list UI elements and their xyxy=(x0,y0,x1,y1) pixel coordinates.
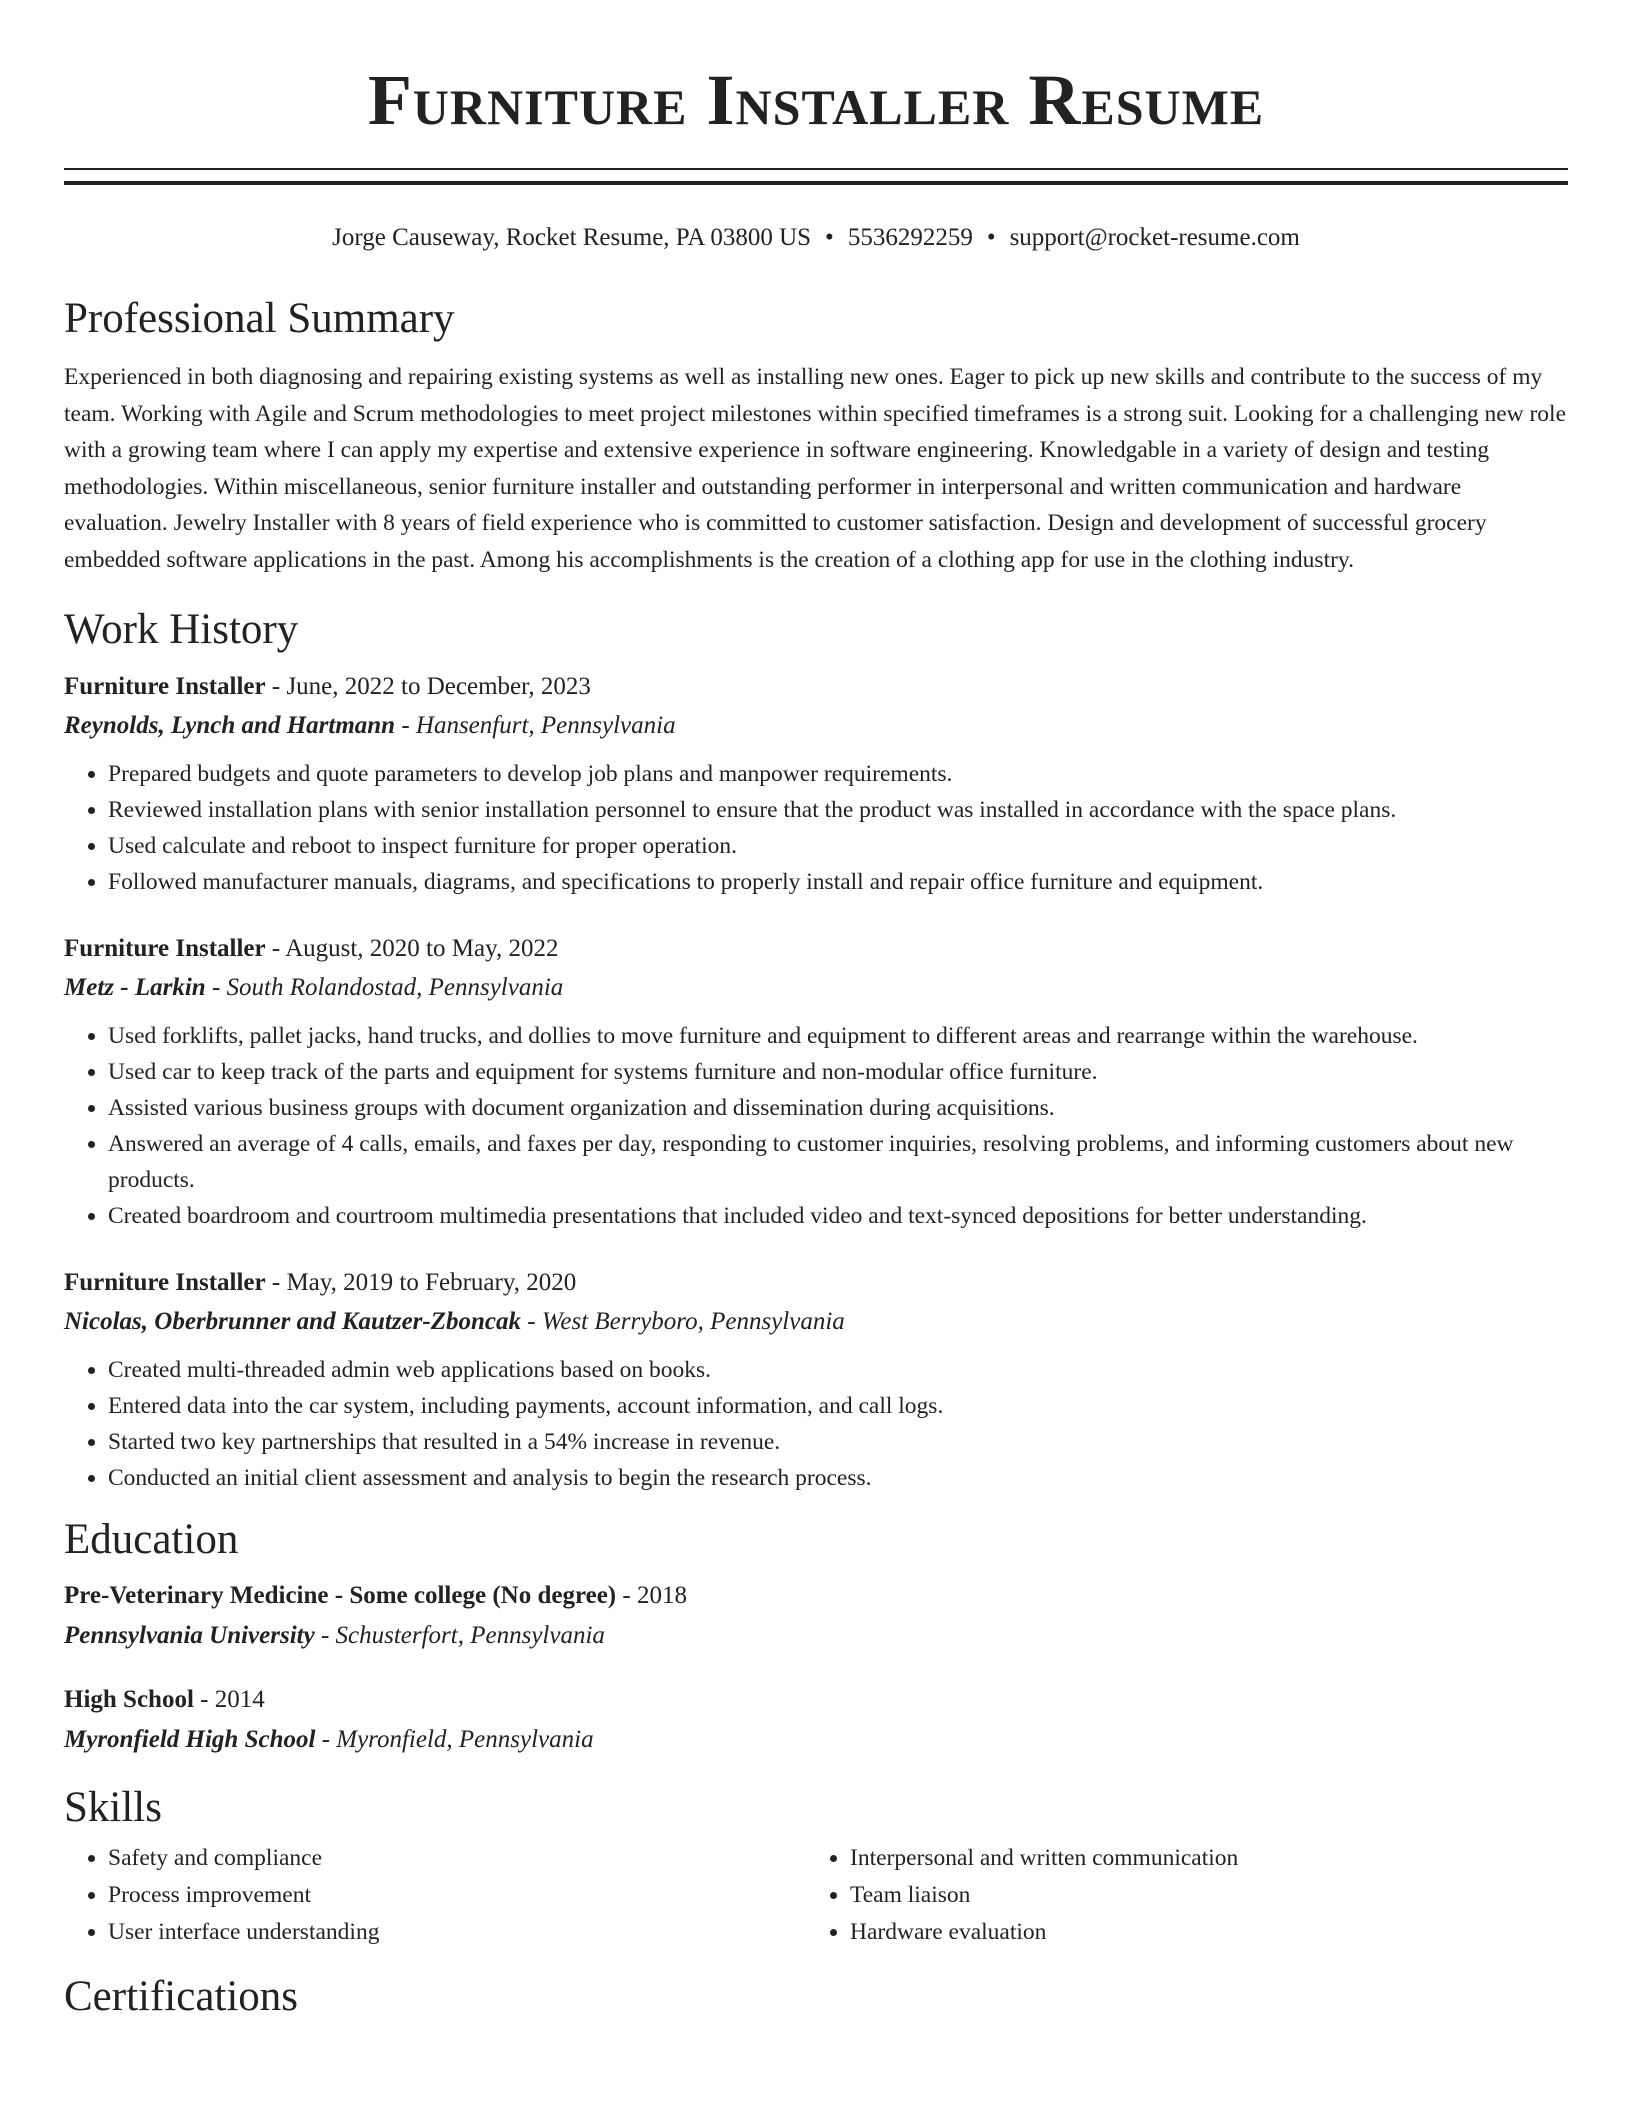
job-company-line xyxy=(64,1302,1568,1342)
list-item: • Followed manufacturer manuals, diagrams, and specifications to properly install and repair office furniture and equipment. xyxy=(108,864,1568,900)
list-item: • Started two key partnerships that resulted in a 54% increase in revenue. xyxy=(108,1424,1568,1460)
education-location: - Schusterfort, Pennsylvania xyxy=(314,1622,605,1649)
skill-item: • Safety and compliance xyxy=(108,1840,806,1877)
job-title-line xyxy=(64,668,1568,706)
education-heading: Education xyxy=(64,1516,239,1563)
resume-page xyxy=(64,0,1568,2023)
contact-phone: 5536292259 xyxy=(847,224,973,251)
certifications-heading: Certifications xyxy=(64,1973,299,2020)
job-title: Furniture Installer xyxy=(64,935,266,962)
job-location: - West Berryboro, Pennsylvania xyxy=(521,1308,845,1335)
list-item: • Conducted an initial client assessment and analysis to begin the research process. xyxy=(108,1460,1568,1496)
job-company-line xyxy=(64,968,1568,1008)
list-item: • Created boardroom and courtroom multimedia presentations that included video and text-synced depositions for better understanding. xyxy=(108,1198,1568,1234)
education-year: - 2014 xyxy=(193,1686,265,1713)
list-item: • Used car to keep track of the parts and equipment for systems furniture and non-modular office furniture. xyxy=(108,1054,1568,1090)
list-item: • Reviewed installation plans with senior installation personnel to ensure that the product was installed in accordance with the space plans. xyxy=(108,792,1568,828)
education-degree: High School xyxy=(64,1686,194,1713)
education-school-line xyxy=(64,1720,1568,1760)
job-dates: - August, 2020 to May, 2022 xyxy=(265,935,559,962)
summary-heading: Professional Summary xyxy=(64,295,455,342)
list-item: • Assisted various business groups with document organization and dissemination during acquisitions. xyxy=(108,1090,1568,1126)
list-item: • Used forklifts, pallet jacks, hand trucks, and dollies to move furniture and equipment to different areas and rearrange within the warehouse. xyxy=(108,1018,1568,1054)
job-dates: - June, 2022 to December, 2023 xyxy=(265,673,591,700)
work-history-section xyxy=(64,604,1568,1496)
job-bullets xyxy=(64,756,1568,900)
contact-separator: • xyxy=(986,224,996,251)
job-title-line xyxy=(64,1264,1568,1302)
skill-item: • Hardware evaluation xyxy=(850,1914,1568,1951)
job-entry xyxy=(64,1264,1568,1496)
work-history-heading: Work History xyxy=(64,606,299,653)
education-degree: Pre-Veterinary Medicine - Some college (No degree) xyxy=(64,1582,617,1609)
education-year: - 2018 xyxy=(616,1582,687,1609)
job-title-line xyxy=(64,930,1568,968)
job-company-line xyxy=(64,706,1568,746)
education-entry xyxy=(64,1576,1568,1656)
list-item: • Prepared budgets and quote parameters to develop job plans and manpower requirements. xyxy=(108,756,1568,792)
contact-line xyxy=(64,221,1568,255)
skill-item: • Interpersonal and written communication xyxy=(850,1840,1568,1877)
skill-item: • Team liaison xyxy=(850,1877,1568,1914)
job-bullets xyxy=(64,1018,1568,1234)
contact-address: Jorge Causeway, Rocket Resume, PA 03800 US xyxy=(332,224,812,251)
job-company: Nicolas, Oberbrunner and Kautzer-Zboncak xyxy=(64,1308,521,1335)
skills-column-left xyxy=(64,1840,806,1951)
contact-separator: • xyxy=(825,224,834,251)
skill-item: • User interface understanding xyxy=(108,1914,806,1951)
contact-email: support@rocket-resume.com xyxy=(1009,224,1300,251)
skill-item: • Process improvement xyxy=(108,1877,806,1914)
skills-heading: Skills xyxy=(64,1784,162,1831)
list-item: • Entered data into the car system, including payments, account information, and call logs. xyxy=(108,1388,1568,1424)
skills-section xyxy=(64,1782,1568,1951)
summary-section xyxy=(64,293,1568,578)
certifications-section xyxy=(64,1971,1568,2023)
list-item: • Created multi-threaded admin web applications based on books. xyxy=(108,1352,1568,1388)
education-section xyxy=(64,1514,1568,1760)
job-entry xyxy=(64,930,1568,1234)
education-title-line xyxy=(64,1680,1568,1720)
job-company: Reynolds, Lynch and Hartmann xyxy=(64,712,396,739)
education-title-line xyxy=(64,1576,1568,1616)
education-school: Myronfield High School xyxy=(64,1726,316,1753)
list-item: • Used calculate and reboot to inspect furniture for proper operation. xyxy=(108,828,1568,864)
job-dates: - May, 2019 to February, 2020 xyxy=(265,1269,577,1296)
education-school: Pennsylvania University xyxy=(64,1622,315,1649)
job-bullets xyxy=(64,1352,1568,1496)
job-title: Furniture Installer xyxy=(64,673,266,700)
education-school-line xyxy=(64,1616,1568,1656)
education-location: - Myronfield, Pennsylvania xyxy=(315,1726,594,1753)
title-double-rule xyxy=(64,168,1568,185)
education-entry xyxy=(64,1680,1568,1760)
job-location: - Hansenfurt, Pennsylvania xyxy=(395,712,676,739)
job-title: Furniture Installer xyxy=(64,1269,266,1296)
list-item: • Answered an average of 4 calls, emails, and faxes per day, responding to customer inquiries, resolving problems, and informing customers about new products. xyxy=(108,1126,1568,1198)
job-location: - South Rolandostad, Pennsylvania xyxy=(205,974,564,1001)
resume-title: Furniture Installer Resume xyxy=(367,60,1265,140)
skills-grid xyxy=(64,1840,1568,1951)
job-entry xyxy=(64,668,1568,900)
summary-text: Experienced in both diagnosing and repairing existing systems as well as installing new ones. Eager to pick up new skills and contribute to the success of my team. Working with Agile and Scrum methodologies to meet project milestones within specified timeframes is a strong suit. Looking for a challenging new role with a growing team where I can apply my expertise and extensive experience in software engineering. Knowledgable in a variety of design and testing methodologies. Within miscellaneous, senior furniture installer and outstanding performer in interpersonal and written communication and hardware evaluation. Jewelry Installer with 8 years of field experience who is committed to customer satisfaction. Design and development of successful grocery embedded software applications in the past. Among his accomplishments is the creation of a clothing app for use in the clothing industry. xyxy=(64,364,1567,573)
job-company: Metz - Larkin xyxy=(64,974,206,1001)
skills-column-right xyxy=(806,1840,1568,1951)
